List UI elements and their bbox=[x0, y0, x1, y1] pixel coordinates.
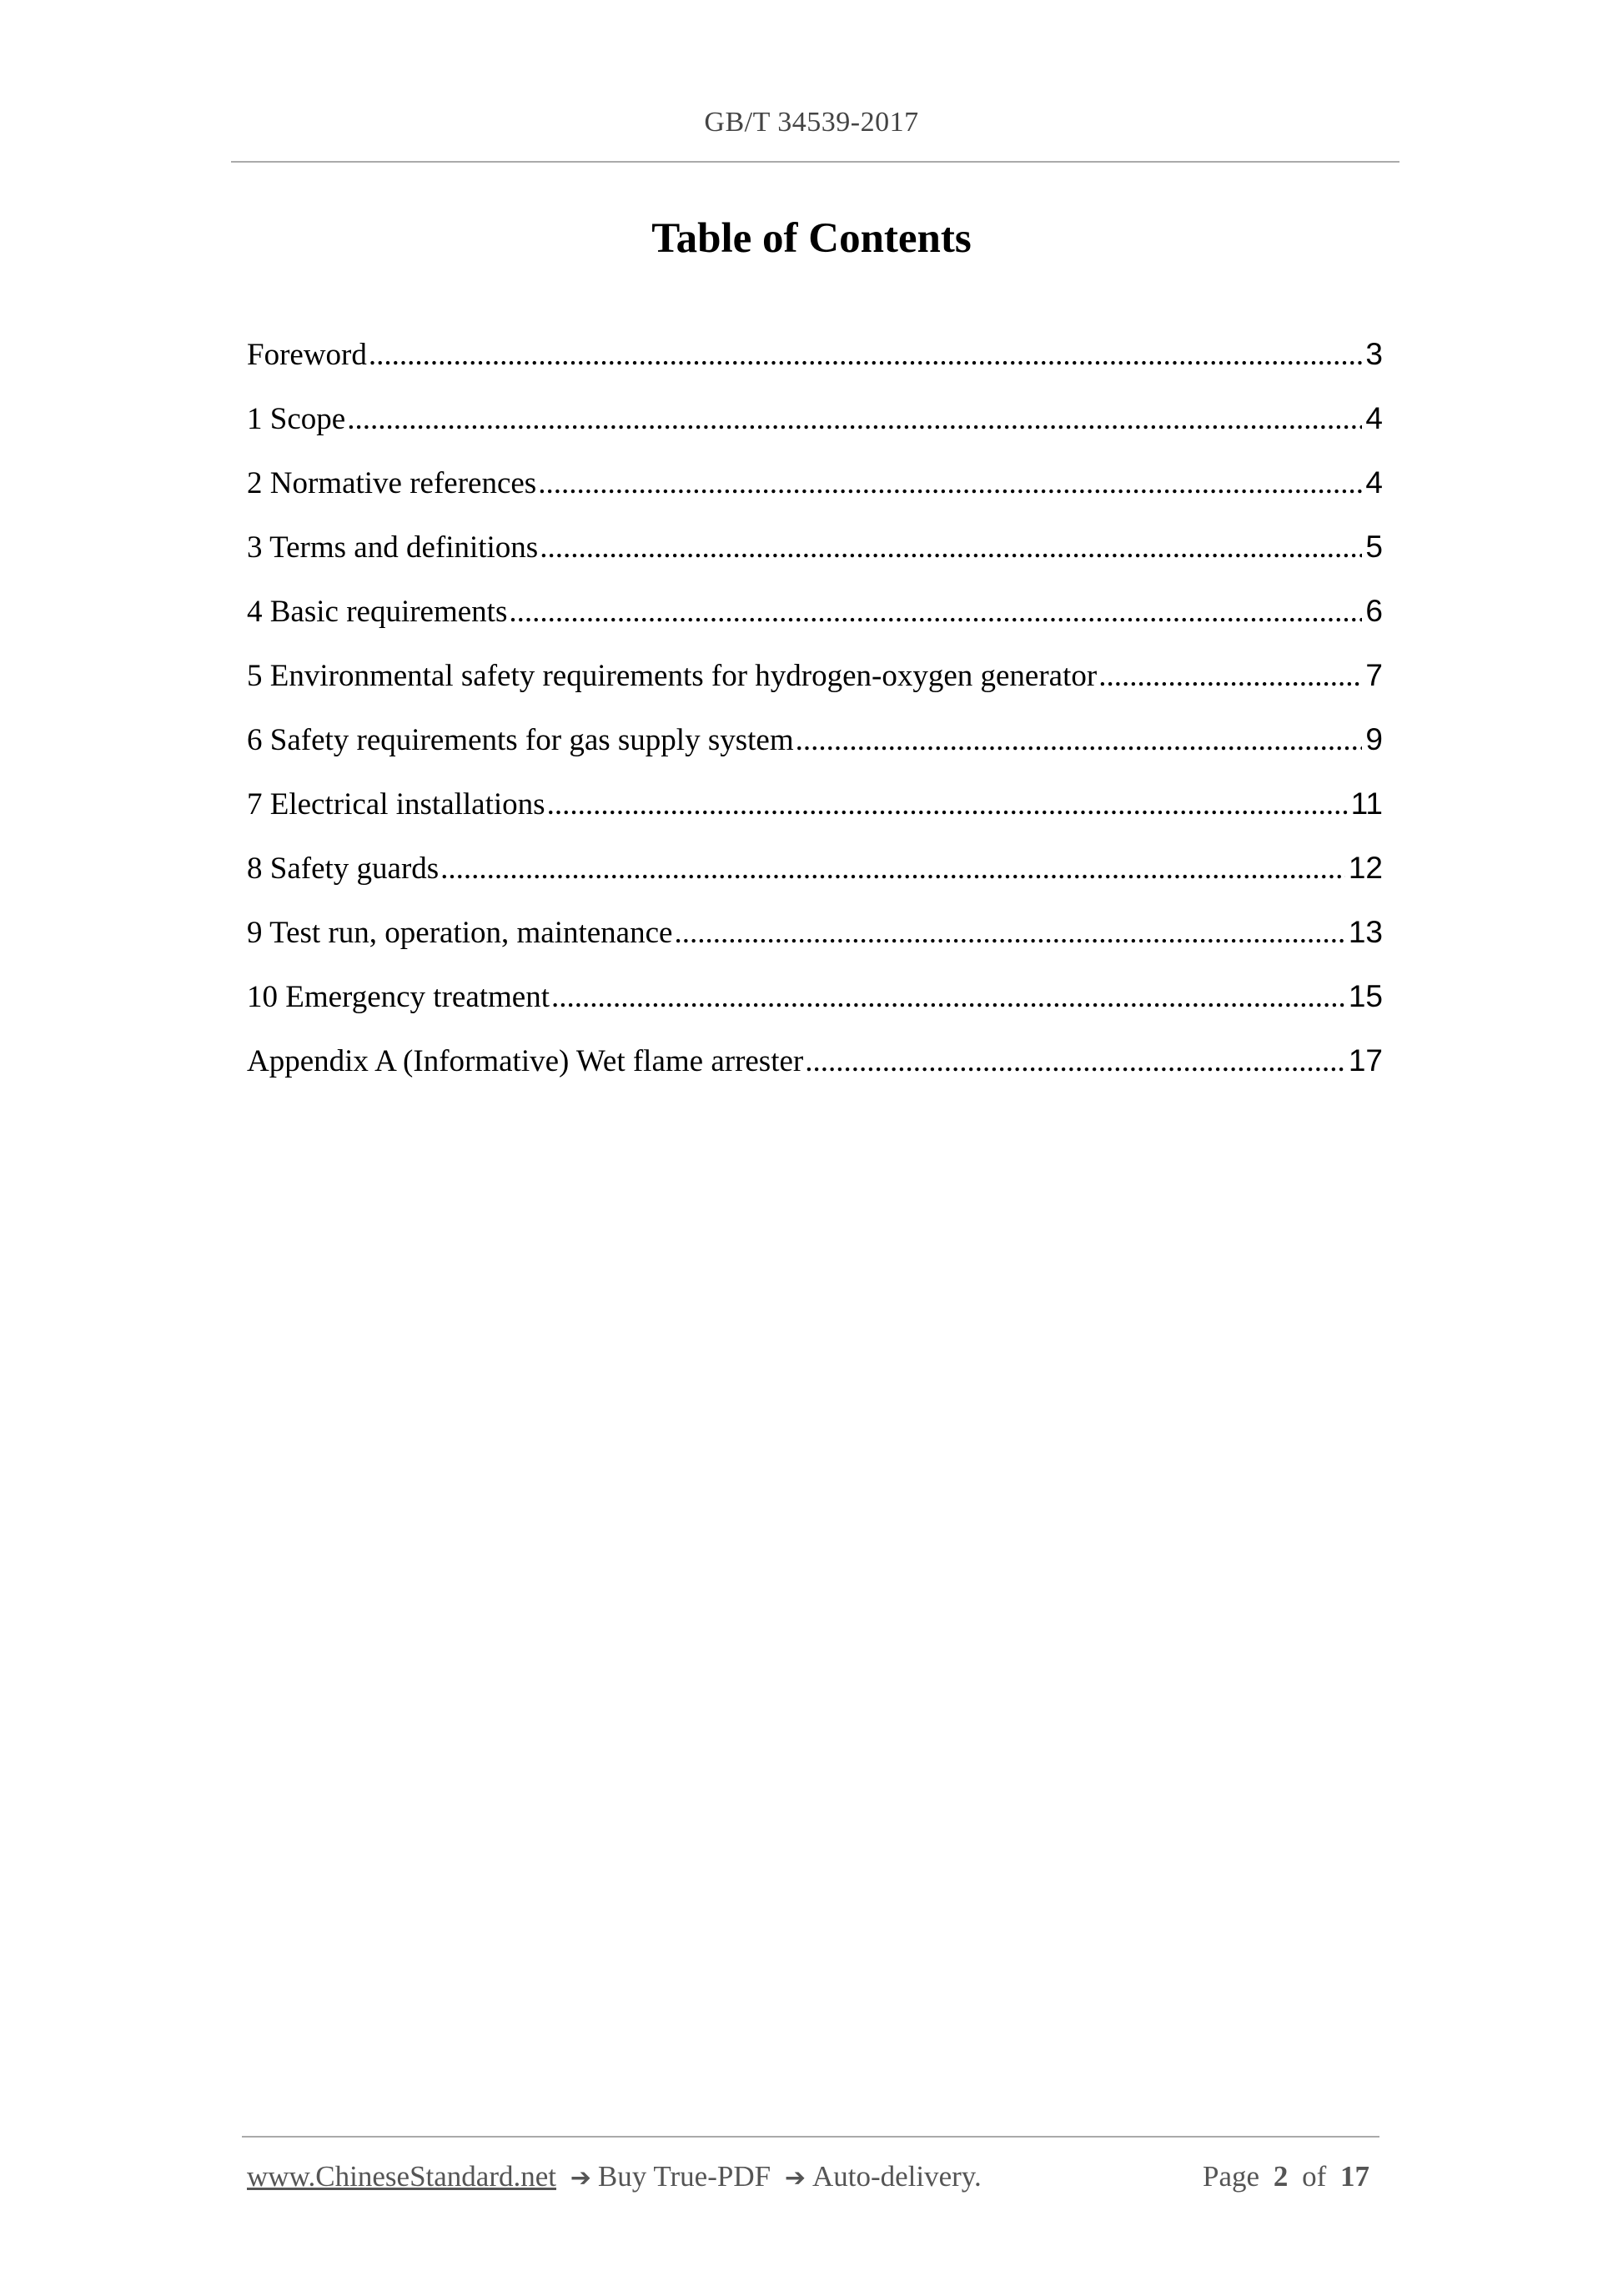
footer-rule bbox=[242, 2136, 1379, 2138]
delivery-text: Auto-delivery. bbox=[812, 2160, 982, 2193]
toc-leader-dots bbox=[509, 594, 1362, 630]
toc-leader-dots bbox=[1098, 658, 1362, 694]
toc-entry-page: 13 bbox=[1348, 915, 1383, 949]
toc-entry-page: 9 bbox=[1365, 722, 1383, 756]
toc-entry-label: 6 Safety requirements for gas supply system bbox=[247, 723, 794, 757]
toc-entry-label: 3 Terms and definitions bbox=[247, 530, 539, 565]
toc-entry-emergency-treatment[interactable] bbox=[247, 979, 1383, 1043]
toc-entry-label: Appendix A (Informative) Wet flame arrester bbox=[247, 1044, 804, 1078]
page-header-code: GB/T 34539-2017 bbox=[704, 107, 919, 138]
toc-entry-foreword[interactable] bbox=[247, 337, 1383, 401]
toc-entry-page: 6 bbox=[1365, 594, 1383, 628]
site-link[interactable]: www.ChineseStandard.net bbox=[247, 2160, 556, 2193]
toc-entry-label: 1 Scope bbox=[247, 402, 346, 436]
toc-entry-label: 5 Environmental safety requirements for hydrogen-oxygen generator bbox=[247, 659, 1098, 693]
toc-entry-safety-guards[interactable] bbox=[247, 851, 1383, 915]
page-indicator bbox=[1203, 2160, 1376, 2193]
toc-entry-page: 4 bbox=[1365, 465, 1383, 500]
toc-leader-dots bbox=[540, 530, 1362, 565]
toc-entry-label: 7 Electrical installations bbox=[247, 787, 545, 821]
toc-entry-page: 3 bbox=[1365, 337, 1383, 371]
toc-entry-terms-and-definitions[interactable] bbox=[247, 530, 1383, 594]
toc-entry-normative-references[interactable] bbox=[247, 465, 1383, 530]
toc-leader-dots bbox=[674, 915, 1344, 951]
arrow-right-icon: ➔ bbox=[784, 2163, 806, 2193]
toc-entry-label: 9 Test run, operation, maintenance bbox=[247, 916, 673, 950]
toc-entry-label: 2 Normative references bbox=[247, 466, 537, 500]
toc-entry-page: 4 bbox=[1365, 401, 1383, 435]
arrow-right-icon: ➔ bbox=[570, 2163, 591, 2193]
toc-list bbox=[247, 337, 1383, 1108]
footer-promo bbox=[247, 2160, 982, 2193]
current-page-number: 2 bbox=[1273, 2160, 1289, 2193]
toc-leader-dots bbox=[440, 851, 1345, 887]
toc-leader-dots bbox=[805, 1043, 1345, 1079]
toc-entry-label: 4 Basic requirements bbox=[247, 595, 508, 629]
toc-leader-dots bbox=[551, 979, 1345, 1015]
toc-entry-label: Foreword bbox=[247, 338, 367, 372]
toc-entry-basic-requirements[interactable] bbox=[247, 594, 1383, 658]
toc-entry-page: 11 bbox=[1350, 786, 1383, 821]
toc-entry-label: 10 Emergency treatment bbox=[247, 980, 550, 1014]
toc-leader-dots bbox=[538, 465, 1362, 501]
toc-entry-environmental-safety[interactable] bbox=[247, 658, 1383, 722]
toc-entry-appendix-a[interactable] bbox=[247, 1043, 1383, 1108]
header-rule bbox=[231, 161, 1399, 163]
toc-leader-dots bbox=[369, 337, 1363, 373]
toc-leader-dots bbox=[796, 722, 1363, 758]
total-page-count: 17 bbox=[1340, 2160, 1369, 2193]
toc-entry-test-run-operation[interactable] bbox=[247, 915, 1383, 979]
toc-entry-gas-supply-safety[interactable] bbox=[247, 722, 1383, 786]
page-footer bbox=[247, 2160, 1376, 2193]
toc-title: Table of Contents bbox=[651, 215, 972, 262]
toc-entry-page: 7 bbox=[1365, 658, 1383, 692]
toc-leader-dots bbox=[547, 786, 1348, 822]
buy-text: Buy True-PDF bbox=[597, 2160, 771, 2193]
toc-leader-dots bbox=[347, 401, 1362, 437]
toc-entry-label: 8 Safety guards bbox=[247, 852, 440, 886]
of-word: of bbox=[1302, 2160, 1327, 2193]
toc-entry-page: 15 bbox=[1348, 979, 1383, 1013]
page-word: Page bbox=[1203, 2160, 1260, 2193]
toc-entry-page: 17 bbox=[1348, 1043, 1383, 1078]
toc-entry-scope[interactable] bbox=[247, 401, 1383, 465]
toc-entry-electrical-installations[interactable] bbox=[247, 786, 1383, 851]
toc-entry-page: 12 bbox=[1348, 851, 1383, 885]
toc-entry-page: 5 bbox=[1365, 530, 1383, 564]
